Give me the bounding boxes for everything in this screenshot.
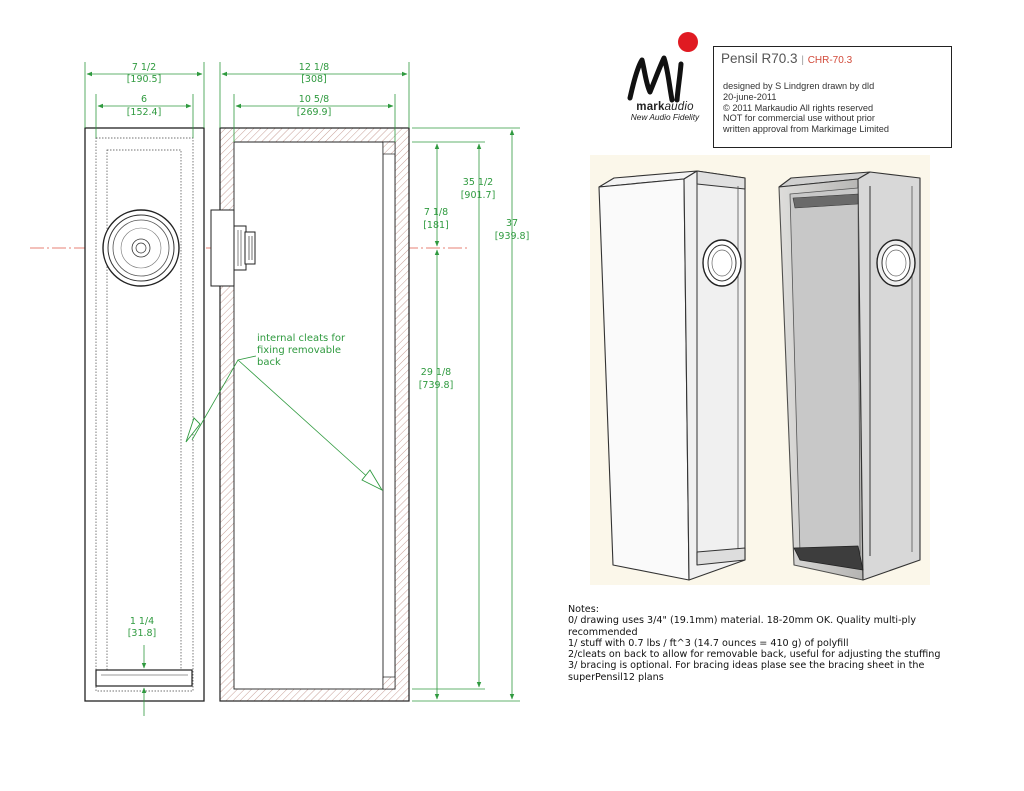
dim-total-height-mm: [939.8]	[494, 231, 530, 242]
markaudio-logo-mark	[630, 32, 698, 100]
back-cleat	[383, 142, 395, 689]
dim-front-width-frac: 7 1/2	[131, 62, 157, 73]
credits	[723, 81, 889, 135]
logo-brand-light: audio	[664, 101, 694, 113]
callout-line-2: fixing removable	[257, 345, 342, 356]
dim-side-inner-frac: 10 5/8	[298, 94, 330, 105]
dim-driver-height-frac: 7 1/8	[423, 207, 449, 218]
dim-lower-height-frac: 29 1/8	[420, 367, 452, 378]
dim-front-inner-frac: 6	[140, 94, 148, 105]
render-closed-cabinet	[599, 171, 745, 580]
logo-brand-bold: mark	[636, 101, 665, 113]
logo-tagline: New Audio Fidelity	[630, 112, 700, 122]
dim-inner-height-mm: [901.7]	[460, 190, 496, 201]
product-name: Pensil R70.3	[721, 51, 798, 66]
credit-line: © 2011 Markaudio All rights reserved	[723, 102, 874, 113]
render-transparent-cabinet	[779, 172, 920, 580]
dim-side-depth-frac: 12 1/8	[298, 62, 330, 73]
callout-line-1: internal cleats for	[257, 333, 346, 344]
note-item: 3/ bracing is optional. For bracing ideas plase see the bracing sheet in the superPensil12 plans	[568, 660, 925, 683]
dim-port-frac: 1 1/4	[129, 616, 155, 627]
credit-line: written approval from Markimage Limited	[723, 124, 889, 135]
title-separator: |	[801, 55, 804, 66]
dim-driver-height-mm: [181]	[423, 220, 449, 231]
dim-front-width-mm: [190.5]	[126, 74, 162, 85]
title-line	[721, 51, 852, 66]
dim-side-inner-mm: [269.9]	[296, 107, 332, 118]
side-section-view	[211, 128, 409, 701]
port-slot	[96, 670, 192, 686]
credit-line: 20-june-2011	[723, 91, 777, 102]
note-item: 2/cleats on back to allow for removable back, useful for adjusting the stuffing	[568, 649, 941, 661]
dim-lower-height-mm: [739.8]	[418, 380, 454, 391]
driver-front	[103, 210, 179, 286]
dim-side-depth-mm: [308]	[301, 74, 327, 85]
note-item: 0/ drawing uses 3/4" (19.1mm) material. 18-20mm OK. Quality multi-ply recommended	[568, 615, 916, 638]
notes	[568, 604, 968, 683]
notes-heading: Notes:	[568, 604, 599, 615]
dim-front-inner-mm: [152.4]	[126, 107, 162, 118]
credit-line: NOT for commercial use without prior	[723, 113, 875, 124]
credit-line: designed by S Lindgren drawn by dld	[723, 81, 875, 91]
dim-port-mm: [31.8]	[127, 628, 157, 639]
product-code: CHR-70.3	[807, 55, 853, 66]
title-block	[713, 46, 952, 148]
dim-total-height-frac: 37	[505, 218, 519, 229]
note-item: 1/ stuff with 0.7 lbs / ft^3 (14.7 ounces = 410 g) of polyfill	[568, 637, 849, 649]
dim-inner-height-frac: 35 1/2	[462, 177, 494, 188]
callout-line-3: back	[257, 357, 281, 368]
